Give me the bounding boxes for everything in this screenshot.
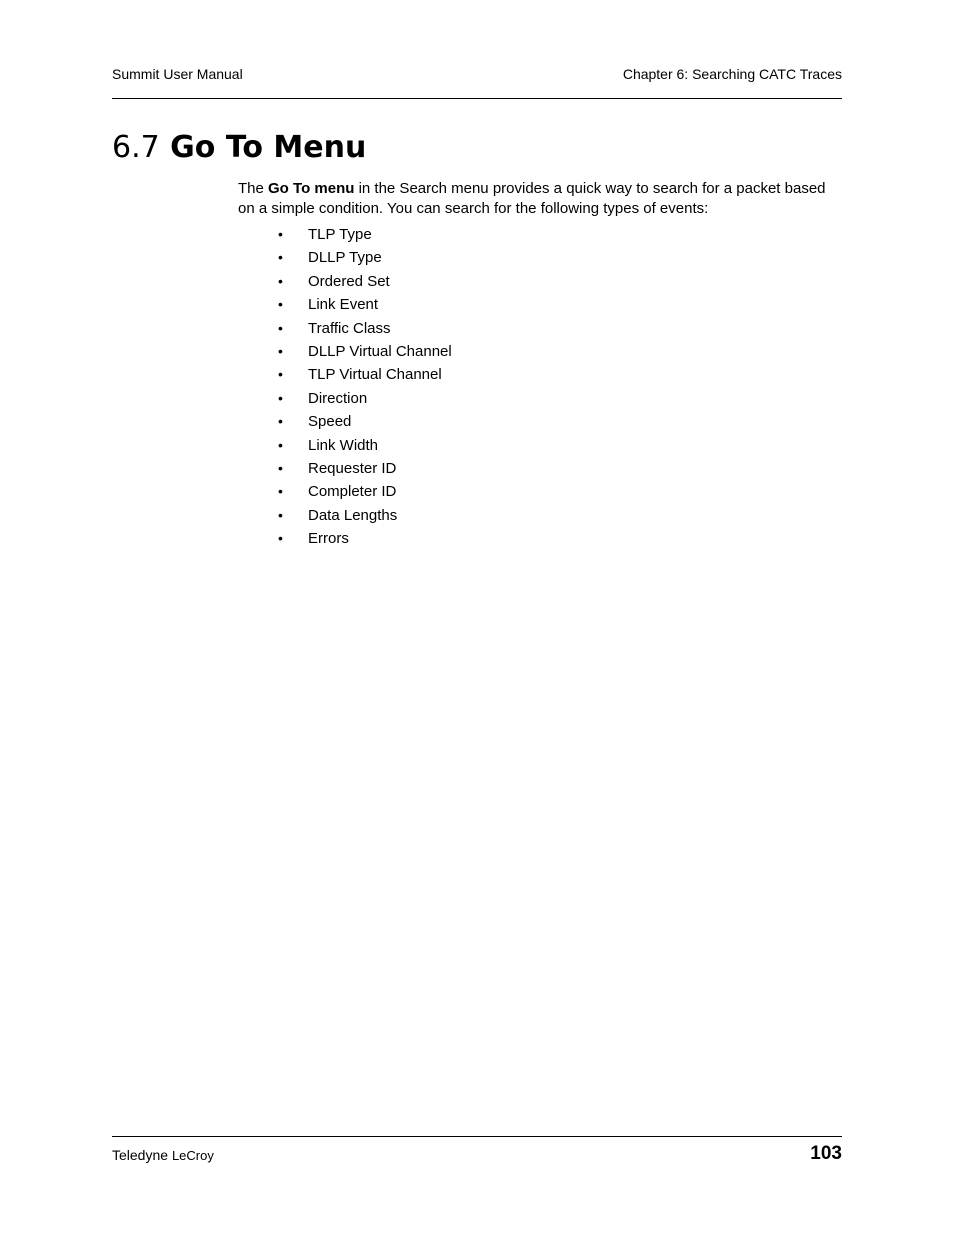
list-item-label: Data Lengths bbox=[308, 506, 398, 524]
bullet-icon: • bbox=[278, 226, 283, 242]
list-item-label: Errors bbox=[308, 530, 349, 548]
section-heading bbox=[112, 128, 366, 168]
bullet-icon: • bbox=[278, 366, 283, 383]
bullet-icon: • bbox=[278, 483, 283, 500]
list-item-label: TLP Type bbox=[308, 226, 372, 243]
footer-brand bbox=[112, 1147, 214, 1163]
intro-paragraph bbox=[238, 179, 844, 219]
bullet-icon: • bbox=[278, 413, 283, 430]
list-item-label: Speed bbox=[308, 413, 352, 431]
bullet-icon: • bbox=[278, 459, 283, 476]
list-item-label: Link Width bbox=[308, 436, 379, 454]
chapter-title: Chapter 6: Searching CATC Traces bbox=[622, 66, 842, 82]
bullet-icon: • bbox=[278, 530, 283, 547]
intro-text-bold: Go To menu bbox=[268, 180, 355, 197]
list-item-label: Link Event bbox=[308, 296, 379, 314]
list-item-label: TLP Virtual Channel bbox=[308, 366, 442, 384]
section-number: 6.7 bbox=[112, 130, 160, 165]
list-item-label: Requester ID bbox=[308, 459, 397, 477]
bullet-icon: • bbox=[278, 272, 283, 289]
manual-title: Summit User Manual bbox=[112, 66, 243, 82]
header-rule bbox=[112, 98, 842, 99]
list-item-label: Completer ID bbox=[308, 483, 397, 501]
page-number: 103 bbox=[810, 1143, 842, 1164]
footer-brand-part1: Teledyne bbox=[112, 1147, 169, 1163]
list-item-label: Direction bbox=[308, 389, 368, 407]
bullet-icon: • bbox=[278, 296, 283, 313]
list-item-label: DLLP Virtual Channel bbox=[308, 342, 452, 360]
bullet-icon: • bbox=[278, 249, 283, 266]
intro-text-post: in the Search menu provides a quick way to search for a packet based on a simple condition. You can search for the following types of events: bbox=[238, 180, 826, 217]
page-header bbox=[112, 66, 842, 84]
bullet-icon: • bbox=[278, 319, 283, 336]
footer-rule bbox=[112, 1136, 842, 1137]
footer-brand-part2: LeCroy bbox=[171, 1148, 214, 1163]
bullet-icon: • bbox=[278, 436, 283, 453]
bullet-icon: • bbox=[278, 342, 283, 359]
intro-text-pre: The bbox=[238, 180, 269, 197]
list-item-label: Traffic Class bbox=[308, 319, 391, 337]
list-item-label: DLLP Type bbox=[308, 249, 382, 267]
bullet-icon: • bbox=[278, 389, 283, 406]
section-title: Go To Menu bbox=[170, 130, 367, 165]
list-item-label: Ordered Set bbox=[308, 272, 390, 290]
bullet-icon: • bbox=[278, 506, 283, 523]
